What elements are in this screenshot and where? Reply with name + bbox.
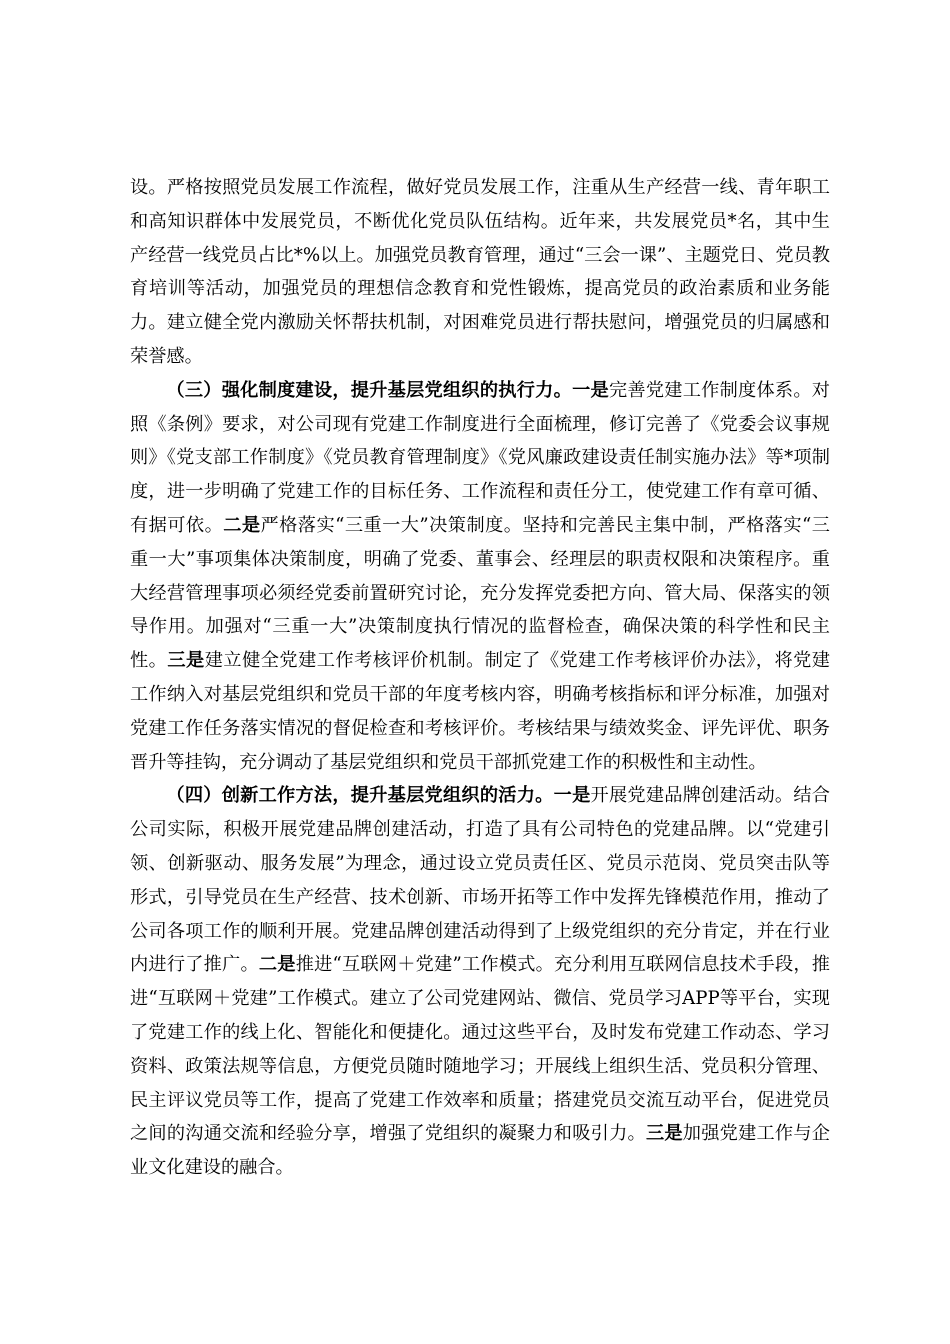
item-marker-one: 一是 bbox=[572, 379, 609, 401]
item-text-one: 完善党建工作制度体系。对照《条例》要求，对公司现有党建工作制度进行全面梳理，修订完善了《党委会议事规则》《党支部工作制度》《党员教育管理制度》《党风廉政建设责任制实施办法》等*项制度，进一步明确了党建工作的目标任务、工作流程和责任分工，使党建工作有章可循、有据可依。 bbox=[130, 379, 830, 536]
paragraph-institution-building bbox=[130, 374, 830, 780]
item-marker-two: 二是 bbox=[258, 954, 296, 976]
item-text-three: 建立健全党建工作考核评价机制。制定了《党建工作考核评价办法》，将党建工作纳入对基层党组织和党员干部的年度考核内容，明确考核指标和评分标准，加强对党建工作任务落实情况的督促检查和考核评价。考核结果与绩效奖金、评先评优、职务晋升等挂钩，充分调动了基层党组织和党员干部抓党建工作的积极性和主动性。 bbox=[130, 650, 830, 773]
item-text-two: 推进“互联网＋党建”工作模式。充分利用互联网信息技术手段，推进“互联网＋党建”工作模式。建立了公司党建网站、微信、党员学习APP等平台，实现了党建工作的线上化、智能化和便捷化。通过这些平台，及时发布党建工作动态、学习资料、政策法规等信息，方便党员随时随地学习；开展线上组织生活、党员积分管理、民主评议党员等工作，提高了党建工作效率和质量；搭建党员交流互动平台，促进党员之间的沟通交流和经验分享，增强了党组织的凝聚力和吸引力。 bbox=[130, 954, 830, 1145]
document-page bbox=[130, 171, 830, 1185]
item-marker-three: 三是 bbox=[645, 1123, 683, 1145]
item-marker-one: 一是 bbox=[553, 785, 591, 807]
item-text-one: 开展党建品牌创建活动。结合公司实际，积极开展党建品牌创建活动，打造了具有公司特色的党建品牌。以“党建引领、创新驱动、服务发展”为理念，通过设立党员责任区、党员示范岗、党员突击队等形式，引导党员在生产经营、技术创新、市场开拓等工作中发挥先锋模范作用，推动了公司各项工作的顺利开展。党建品牌创建活动得到了上级党组织的充分肯定，并在行业内进行了推广。 bbox=[130, 785, 830, 976]
section-heading-three: （三）强化制度建设，提升基层党组织的执行力。 bbox=[166, 379, 573, 401]
paragraph-text: 设。严格按照党员发展工作流程，做好党员发展工作，注重从生产经营一线、青年职工和高知识群体中发展党员，不断优化党员队伍结构。近年来，共发展党员*名，其中生产经营一线党员占比*%以上。加强党员教育管理，通过“三会一课”、主题党日、党员教育培训等活动，加强党员的理想信念教育和党性锻炼，提高党员的政治素质和业务能力。建立健全党内激励关怀帮扶机制，对困难党员进行帮扶慰问，增强党员的归属感和荣誉感。 bbox=[130, 177, 830, 367]
section-heading-four: （四）创新工作方法，提升基层党组织的活力。 bbox=[166, 785, 554, 807]
paragraph-work-innovation bbox=[130, 779, 830, 1185]
paragraph-party-member-development bbox=[130, 171, 830, 374]
item-text-three: 加强党建工作与企业文化建设的融合。 bbox=[130, 1123, 830, 1179]
item-text-two: 严格落实“三重一大”决策制度。坚持和完善民主集中制，严格落实“三重一大”事项集体决策制度，明确了党委、董事会、经理层的职责权限和决策程序。重大经营管理事项必须经党委前置研究讨论，充分发挥党委把方向、管大局、保落实的领导作用。加强对“三重一大”决策制度执行情况的监督检查，确保决策的科学性和民主性。 bbox=[130, 514, 830, 672]
item-marker-two: 二是 bbox=[223, 514, 261, 536]
item-marker-three: 三是 bbox=[167, 650, 205, 672]
